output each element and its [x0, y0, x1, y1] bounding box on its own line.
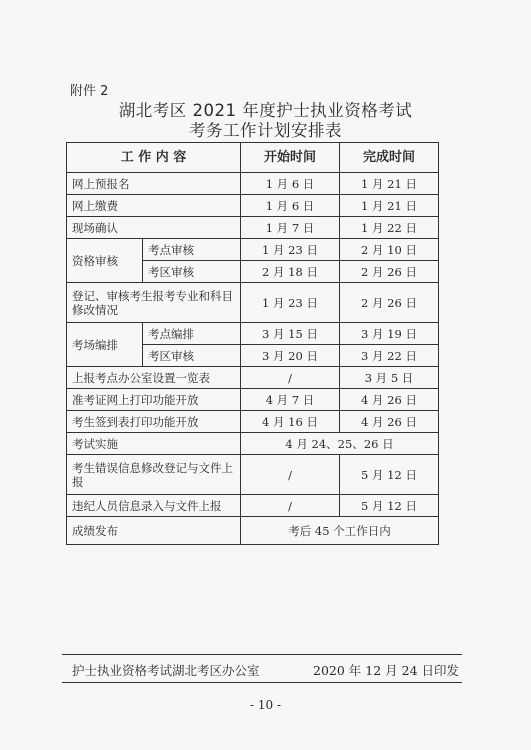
start-cell: 3 月 20 日: [241, 345, 340, 367]
start-cell: 2 月 18 日: [241, 261, 340, 283]
task-cell: 现场确认: [67, 217, 241, 239]
header-task: 工 作 内 容: [67, 143, 241, 173]
table-row: [67, 433, 439, 455]
footer-rule-top: [62, 654, 462, 655]
end-cell: 3 月 22 日: [340, 345, 439, 367]
start-cell: 4 月 7 日: [241, 389, 340, 411]
table-row: [67, 217, 439, 239]
subtask-cell: 考点编排: [143, 323, 241, 345]
attachment-label: 附件 2: [70, 84, 109, 99]
end-cell: 3 月 5 日: [340, 367, 439, 389]
subtask-cell: 考区审核: [143, 345, 241, 367]
header-end: 完成时间: [340, 143, 439, 173]
table-row: [67, 323, 439, 345]
footer-issuer: 护士执业资格考试湖北考区办公室: [72, 663, 260, 678]
end-cell: 4 月 26 日: [340, 411, 439, 433]
start-cell: 4 月 16 日: [241, 411, 340, 433]
footer: [72, 661, 459, 679]
document-title: 湖北考区 2021 年度护士执业资格考试: [118, 101, 413, 120]
task-cell: 上报考点办公室设置一览表: [67, 367, 241, 389]
start-cell: /: [241, 367, 340, 389]
start-cell: 1 月 6 日: [241, 173, 340, 195]
page-number: - 10 -: [249, 698, 281, 712]
end-cell: 5 月 12 日: [340, 455, 439, 495]
task-cell: 考试实施: [67, 433, 241, 455]
end-cell: 5 月 12 日: [340, 495, 439, 517]
task-cell: 考生错误信息修改登记与文件上报: [67, 455, 241, 495]
group-cell: 考场编排: [67, 323, 143, 367]
start-cell: 1 月 23 日: [241, 283, 340, 323]
document-subtitle: 考务工作计划安排表: [189, 121, 342, 140]
span-date-cell: 考后 45 个工作日内: [241, 517, 439, 545]
table-row: [67, 389, 439, 411]
start-cell: /: [241, 455, 340, 495]
span-date-cell: 4 月 24、25、26 日: [241, 433, 439, 455]
table-header-row: [67, 143, 439, 173]
table-row: [67, 367, 439, 389]
task-cell: 准考证网上打印功能开放: [67, 389, 241, 411]
start-cell: /: [241, 495, 340, 517]
schedule-table: [66, 142, 439, 545]
table-row: [67, 495, 439, 517]
end-cell: 2 月 26 日: [340, 261, 439, 283]
task-cell: 违纪人员信息录入与文件上报: [67, 495, 241, 517]
table-row: [67, 239, 439, 261]
subtask-cell: 考点审核: [143, 239, 241, 261]
header-start: 开始时间: [241, 143, 340, 173]
table-row: [67, 517, 439, 545]
end-cell: 2 月 26 日: [340, 283, 439, 323]
task-cell: 网上缴费: [67, 195, 241, 217]
start-cell: 1 月 6 日: [241, 195, 340, 217]
table-row: [67, 195, 439, 217]
table-row: [67, 455, 439, 495]
task-cell: 成绩发布: [67, 517, 241, 545]
task-cell: 考生签到表打印功能开放: [67, 411, 241, 433]
end-cell: 3 月 19 日: [340, 323, 439, 345]
end-cell: 4 月 26 日: [340, 389, 439, 411]
start-cell: 1 月 7 日: [241, 217, 340, 239]
subtask-cell: 考区审核: [143, 261, 241, 283]
task-cell: 网上预报名: [67, 173, 241, 195]
start-cell: 1 月 23 日: [241, 239, 340, 261]
footer-date: 2020 年 12 月 24 日印发: [313, 663, 459, 678]
end-cell: 1 月 21 日: [340, 173, 439, 195]
table-row: [67, 283, 439, 323]
table-row: [67, 173, 439, 195]
task-cell: 登记、审核考生报考专业和科目修改情况: [67, 283, 241, 323]
group-cell: 资格审核: [67, 239, 143, 283]
table-row: [67, 411, 439, 433]
end-cell: 2 月 10 日: [340, 239, 439, 261]
footer-rule-bottom: [62, 682, 462, 683]
start-cell: 3 月 15 日: [241, 323, 340, 345]
end-cell: 1 月 22 日: [340, 217, 439, 239]
end-cell: 1 月 21 日: [340, 195, 439, 217]
